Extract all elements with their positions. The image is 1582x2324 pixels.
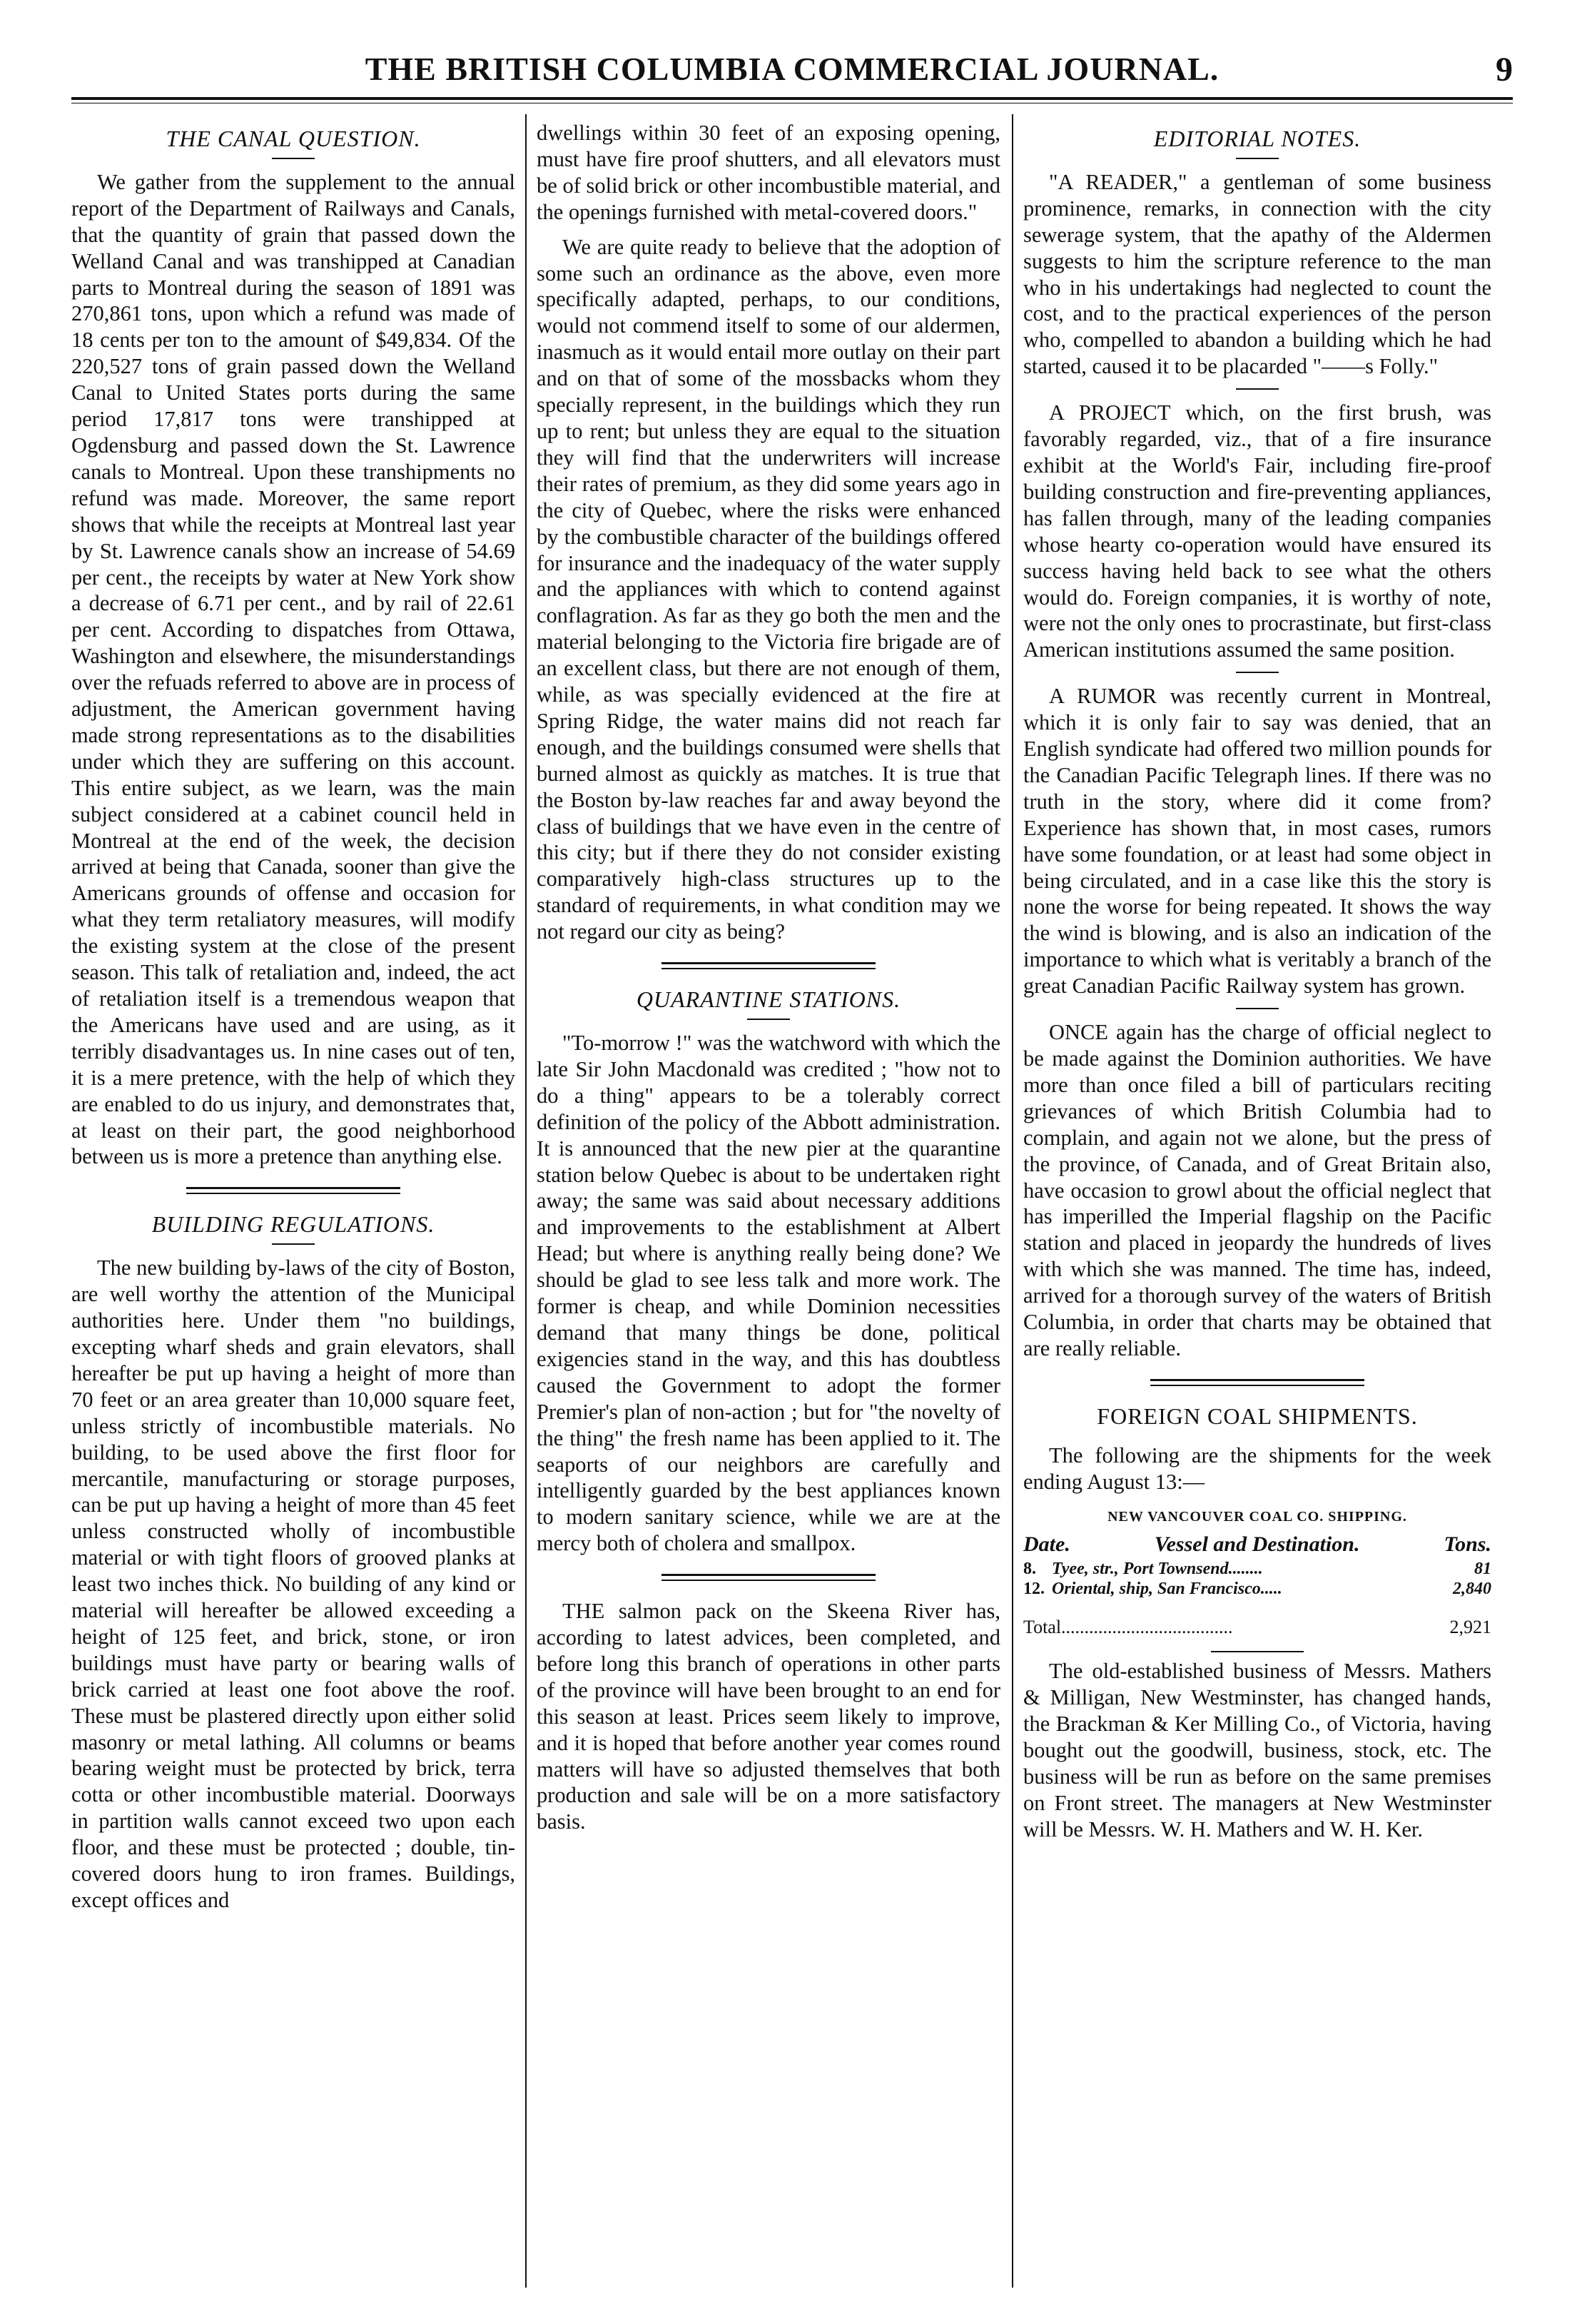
article-paragraph: dwellings within 30 feet of an exposing opening, must have fire proof shutters, and all elevators must be of solid brick or other incombustible material, and the openings furnished with metal-covered doors." <box>537 121 1000 224</box>
editorial-note: ONCE again has the charge of official neglect to be made against the Dominion authorities. We have more than once filed a bill of particulars reciting grievances of which British Columbia had to complain, and again not we alone, but the press of the province, of Canada, and of Great Britain also, have occasion to growl about the official neglect that has imperilled the Imperial flagship on the Pacific station and placed in jeopardy the hundreds of lives with which she was manned. The time has, indeed, arrived for a thorough survey of the waters of British Columbia, in order that charts may be obtained that are really reliable. <box>1023 1020 1491 1360</box>
column-1 <box>71 120 515 2283</box>
article-heading: BUILDING REGULATIONS. <box>151 1211 435 1238</box>
article-paragraph: "To-morrow !" was the watchword with which the late Sir John Macdonald was credited ; "how not to do a thing" appears to be a tolerably correct definition of the policy of the Abbott administration. It is announced that the new pier at the quarantine station below Quebec is about to be undertaken right away; the same was said about necessary additions and improvements to the establishment at Albert Head; but where is anything really being done? We should be glad to see less talk and more work. The former is cheap, and while Dominion necessities demand that many things be done, political exigencies stand in the way, and this has doubtless caused the Government to adopt the former Premier's plan of non-action ; but for "the novelty of the thing" the fresh name has been applied to it. The seaports of our neighbors are carefully and intelligently guarded by the best appliances known to modern sanitary science, while we are at the mercy both of cholera and smallpox. <box>537 1031 1000 1556</box>
column-2 <box>537 120 1000 2283</box>
double-rule <box>661 1574 876 1581</box>
article-paragraph: THE salmon pack on the Skeena River has, according to latest advices, been completed, and before long this branch of operations in other parts of the province will have been brought to an end for this season at least. Prices seem likely to improve, and it is hoped that before another year comes round matters will have so adjusted themselves that both production and sale will be on a more satisfactory basis. <box>537 1599 1000 1834</box>
page-header <box>71 30 1513 101</box>
double-rule <box>661 962 876 969</box>
article-heading: THE CANAL QUESTION. <box>166 126 421 151</box>
separator <box>1236 672 1279 673</box>
double-rule <box>186 1187 400 1194</box>
table-row <box>1023 1579 1491 1599</box>
article-heading: EDITORIAL NOTES. <box>1153 126 1362 151</box>
separator <box>747 1019 790 1020</box>
editorial-note: A RUMOR was recently current in Montreal, which it is only fair to say was denied, that an English syndicate had offered two million pounds for the Canadian Pacific Telegraph lines. If there was no truth in the story, where did it come from? Experience has shown that, in most cases, rumors have some foundation, or at least had some object in being circulated, and in a case like this the story is none the worse for being repeated. It shows the way the wind is blowing, and is also an indication of the importance to which what is veritably a branch of the great Canadian Pacific Railway system has grown. <box>1023 684 1491 999</box>
table-subheading: NEW VANCOUVER COAL CO. SHIPPING. <box>1107 1508 1407 1525</box>
separator <box>272 1243 315 1245</box>
editorial-note: A PROJECT which, on the first brush, was favorably regarded, viz., that of a fire insurance exhibit at the World's Fair, including fire-proof building construction and fire-preventing appliances, has fallen through, many of the leading companies whose hearty co-operation would have ensured its success having held back to see what the others would do. Foreign companies, it is worthy of note, were not the only ones to procrastinate, but first-class American institutions assumed the same position. <box>1023 400 1491 662</box>
separator <box>272 158 315 159</box>
column-header-date: Date. <box>1023 1532 1070 1556</box>
row-tons: 2,840 <box>1453 1580 1491 1599</box>
column-header-vessel: Vessel and Destination. <box>1154 1532 1360 1556</box>
article-heading: FOREIGN COAL SHIPMENTS. <box>1097 1403 1418 1429</box>
row-vessel: Oriental, ship, San Francisco..... <box>1052 1580 1282 1599</box>
separator <box>1211 1651 1304 1652</box>
separator <box>1236 158 1279 159</box>
table-row <box>1023 1559 1491 1579</box>
column-header-tons: Tons. <box>1444 1532 1491 1556</box>
editorial-note: "A READER," a gentleman of some business prominence, remarks, in connection with the city sewerage system, that the apathy of the Aldermen suggests to him the scripture reference to the man who in his undertakings had neglected to count the cost, and to the practical experiences of the person who, compelled to abandon a building which he had started, caused it to be placarded "——s Folly." <box>1023 169 1491 379</box>
article-paragraph: The old-established business of Messrs. Mathers & Milligan, New Westminster, has changed hands, the Brackman & Ker Milling Co., of Victoria, having bought out the goodwill, business, stock, etc. The business will be run as before on the same premises on Front street. The managers at New Westminster will be Messrs. W. H. Mathers and W. H. Ker. <box>1023 1659 1491 1841</box>
page-number: 9 <box>1496 51 1513 89</box>
article-heading: QUARANTINE STATIONS. <box>636 986 901 1013</box>
column-divider <box>525 114 527 2288</box>
column-divider <box>1012 114 1013 2288</box>
separator <box>1236 1008 1279 1009</box>
table-header <box>1023 1532 1491 1558</box>
header-rule <box>71 97 1513 103</box>
separator <box>1236 388 1279 390</box>
row-date: 8. <box>1023 1560 1036 1579</box>
double-rule <box>1150 1379 1364 1386</box>
row-tons: 81 <box>1474 1560 1491 1579</box>
column-3 <box>1023 120 1491 2283</box>
article-paragraph: The new building by-laws of the city of Boston, are well worthy the attention of the Municipal authorities here. Under them "no buildings, excepting wharf sheds and grain elevators, shall hereafter be put up having a height of more than 70 feet or an area greater than 10,000 square feet, unless strictly of incombustible materials. No building, to be used above the first floor for mercantile, manufacturing or storage purposes, can be put up having a height of more than 45 feet unless constructed wholly of incombustible material or with tight floors of grooved planks at least two inches thick. No building of any kind or material will hereafter be allowed exceeding a height of 125 feet, and brick, stone, or iron buildings must have party or bearing walls of brick carried at least one foot above the roof. These must be plastered directly upon either solid masonry or metal lathing. All columns or beams bearing weight must be protected by brick, terra cotta or other incombustible material. Doorways in partition walls cannot exceed two upon each floor, and these must be protected ; double, tin-covered doors hung to iron frames. Buildings, except offices and <box>71 1256 515 1912</box>
row-date: 12. <box>1023 1580 1045 1599</box>
article-paragraph: We gather from the supplement to the annual report of the Department of Railways and Canals, that the quantity of grain that passed down the Welland Canal and was transhipped at Canadian parts to Montreal during the season of 1891 was 270,861 tons, upon which a refund was made of 18 cents per ton to the amount of $49,834. Of the 220,527 tons of grain passed down the Welland Canal to United States ports during the same period 17,817 tons were transhipped at Ogdensburg and passed down the St. Lawrence canals to Montreal. Upon these transhipments no refund was made. Moreover, the same report shows that while the receipts at Montreal last year by St. Lawrence canals show an increase of 54.69 per cent., the receipts by water at New York show a decrease of 6.71 per cent., and by rail of 22.61 per cent. According to dispatches from Ottawa, Washington and elsewhere, the misunderstandings over the refuads referred to above are in process of adjustment, the American government having made strong representations as to the disabilities under which they are suffering on this account. This entire subject, as we learn, was the main subject considered at a cabinet council held in Montreal at the end of the week, the decision arrived at being that Canada, sooner than give the Americans grounds of offense and occasion for what they term retaliatory measures, will modify the existing system at the close of the present season. This talk of retaliation and, indeed, the act of retaliation itself is a tremendous weapon that the Americans have used and are using, as it terribly disadvantages us. In nine cases out of ten, it is a mere pretence, with the help of which they are enabled to do us injury, and demonstrates that, at least on their part, the good neighborhood between us is more a pretence than anything else. <box>71 169 515 1169</box>
table-total <box>1023 1615 1491 1641</box>
article-paragraph: We are quite ready to believe that the adoption of some such an ordinance as the above, even more specifically adapted, perhaps, to our conditions, would not commend itself to some of our aldermen, inasmuch as it would entail more outlay on their part and on that of some of the mossbacks whom they specially represent, in the buildings which they run up to rent; but unless they are equal to the situation they will find that the underwriters will increase their rates of premium, as they did some years ago in the city of Quebec, where the risks were enhanced by the combustible character of the buildings offered for insurance and the inadequacy of the water supply and the appliances with which to contend against conflagration. As far as they go both the men and the material belonging to the Victoria fire brigade are of an excellent class, but there are not enough of them, while, as was specially evidenced at the fire at Spring Ridge, the water mains did not reach far enough, and the buildings consumed were shells that burned almost as quickly as matches. It is true that the Boston by-law reaches far and away beyond the class of buildings that we have even in the centre of this city; but if there they do not consider existing comparatively high-class structures up to the standard of requirements, in what condition may we not regard our city as being? <box>537 234 1000 944</box>
row-vessel: Tyee, str., Port Townsend........ <box>1052 1560 1263 1579</box>
masthead: THE BRITISH COLUMBIA COMMERCIAL JOURNAL. <box>365 51 1220 87</box>
article-paragraph: The following are the shipments for the week ending August 13:— <box>1023 1443 1491 1494</box>
total-value: 2,921 <box>1449 1617 1491 1638</box>
total-label: Total..................................... <box>1023 1617 1233 1638</box>
